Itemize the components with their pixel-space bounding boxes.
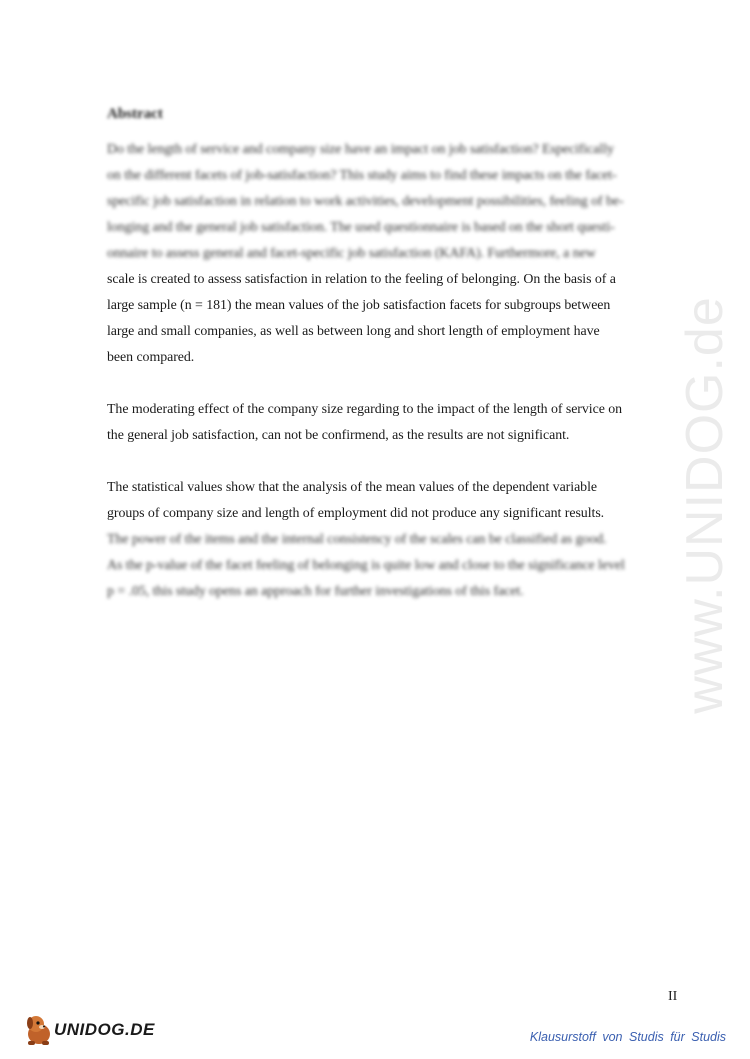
blurred-text-line: The power of the items and the internal consistency of the scales can be classified as good. <box>107 532 607 547</box>
paragraph-gap <box>107 371 672 397</box>
abstract-heading: Abstract <box>107 106 163 122</box>
abstract-section <box>107 106 672 605</box>
dog-icon <box>22 1012 56 1048</box>
blurred-text-line: longing and the general job satisfaction. The used questionnaire is based on the short questi- <box>107 220 615 235</box>
blurred-text-line: onnaire to assess general and facet-specific job satisfaction (KAFA). Furthermore, a new <box>107 246 596 261</box>
paragraph-gap <box>107 449 672 475</box>
logo-text: UNIDOG.DE <box>54 1020 155 1039</box>
page-number: II <box>668 989 678 1004</box>
text-line: been compared. <box>107 350 195 365</box>
text-line: the general job satisfaction, can not be confirmend, as the results are not significant. <box>107 428 570 443</box>
blurred-text-line: As the p-value of the facet feeling of belonging is quite low and close to the significance level <box>107 558 625 573</box>
text-line: groups of company size and length of employment did not produce any significant results. <box>107 506 605 521</box>
text-line: scale is created to assess satisfaction in relation to the feeling of belonging. On the basis of a <box>107 272 616 287</box>
text-line: The moderating effect of the company size regarding to the impact of the length of service on <box>107 402 623 417</box>
blurred-text-line: p = .05, this study opens an approach for further investigations of this facet. <box>107 584 524 599</box>
unidog-logo[interactable] <box>22 1010 162 1050</box>
watermark: www.UNIDOG.de <box>676 296 734 714</box>
blurred-text-line: Do the length of service and company size have an impact on job satisfaction? Especifically <box>107 142 614 157</box>
text-line: large and small companies, as well as between long and short length of employment have <box>107 324 600 339</box>
blurred-text-line: specific job satisfaction in relation to work activities, development possibilities, feeling of be- <box>107 194 624 209</box>
abstract-body <box>107 137 672 605</box>
text-line: The statistical values show that the analysis of the mean values of the dependent variable <box>107 480 598 495</box>
footer-slogan: Klausurstoff von Studis für Studis <box>529 1030 726 1044</box>
blurred-text-line: on the different facets of job-satisfaction? This study aims to find these impacts on the facet- <box>107 168 617 183</box>
text-line: large sample (n = 181) the mean values of the job satisfaction facets for subgroups between <box>107 298 611 313</box>
